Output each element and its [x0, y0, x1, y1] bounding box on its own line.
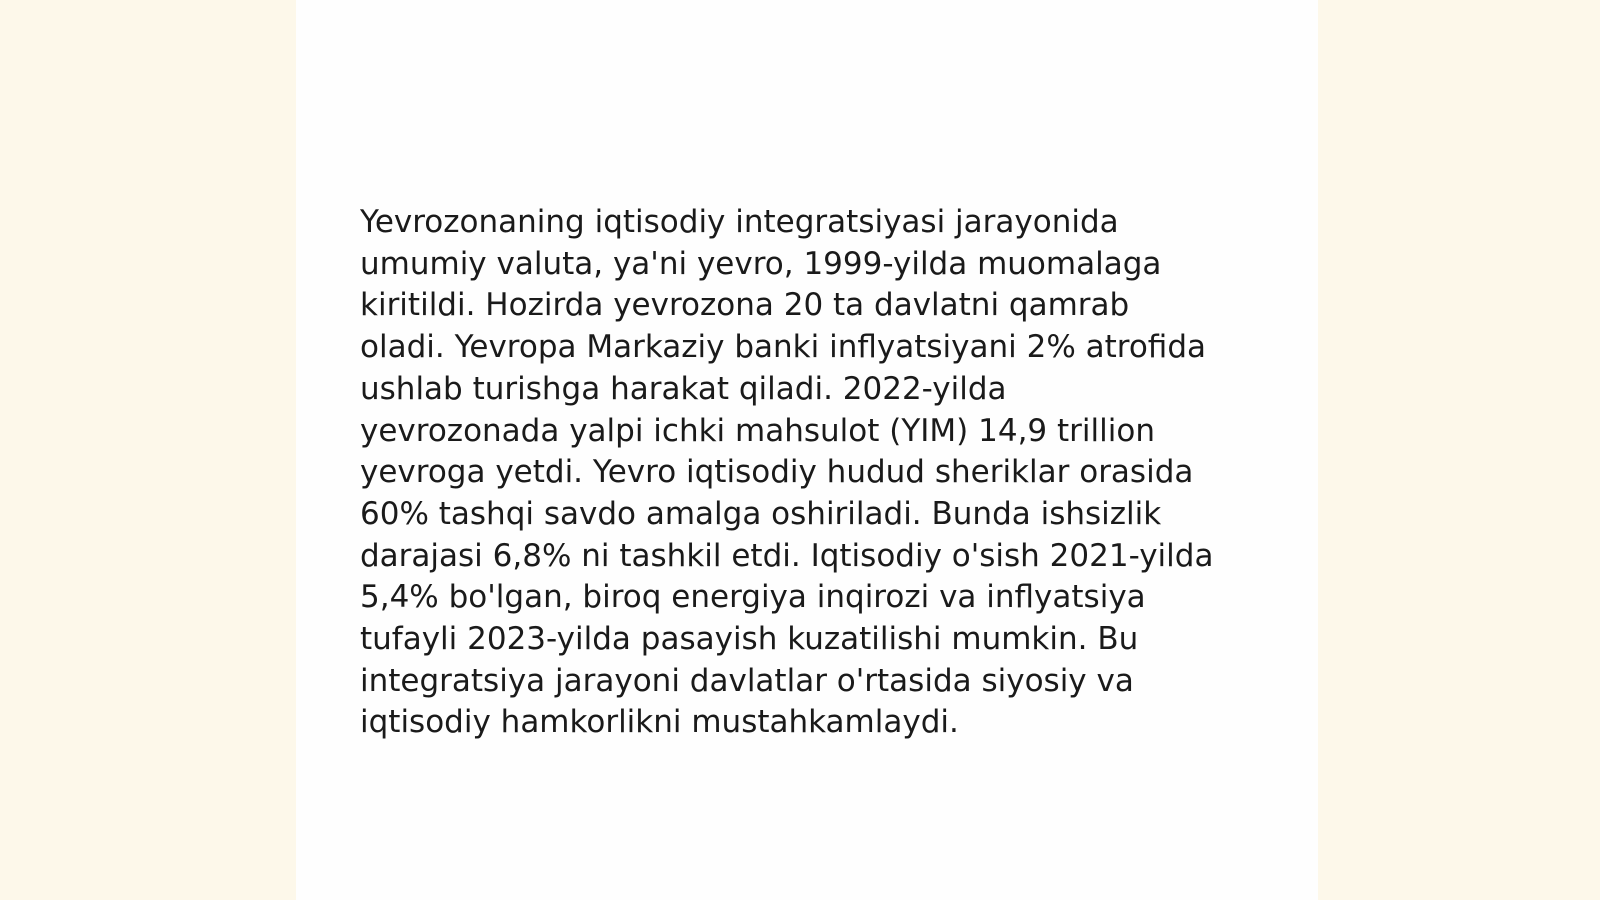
paragraph-line: umumiy valuta, ya'ni yevro, 1999-yilda muomalaga: [360, 245, 1162, 282]
paragraph-line: kiritildi. Hozirda yevrozona 20 ta davlatni qamrab: [360, 287, 1130, 324]
paragraph-line: tufayli 2023-yilda pasayish kuzatilishi mumkin. Bu: [360, 621, 1139, 658]
paragraph-line: ushlab turishga harakat qiladi. 2022-yilda: [360, 370, 1007, 407]
paragraph-line: yevroga yetdi. Yevro iqtisodiy hudud sheriklar orasida: [360, 454, 1194, 491]
paragraph-line: darajasi 6,8% ni tashkil etdi. Iqtisodiy o'sish 2021-yilda: [360, 537, 1214, 574]
paragraph-line: yevrozonada yalpi ichki mahsulot (YIM) 14,9 trillion: [360, 412, 1155, 449]
document-page: [296, 0, 1318, 900]
paragraph-line: iqtisodiy hamkorlikni mustahkamlaydi.: [360, 704, 959, 741]
body-paragraph: [360, 202, 1260, 744]
paragraph-line: Yevrozonaning iqtisodiy integratsiyasi jarayonida: [360, 204, 1119, 240]
paragraph-line: oladi. Yevropa Markaziy banki inflyatsiyani 2% atrofida: [360, 329, 1207, 366]
paragraph-line: 5,4% bo'lgan, biroq energiya inqirozi va inflyatsiya: [360, 579, 1146, 616]
paragraph-line: 60% tashqi savdo amalga oshiriladi. Bunda ishsizlik: [360, 495, 1162, 532]
paragraph-line: integratsiya jarayoni davlatlar o'rtasida siyosiy va: [360, 662, 1134, 699]
